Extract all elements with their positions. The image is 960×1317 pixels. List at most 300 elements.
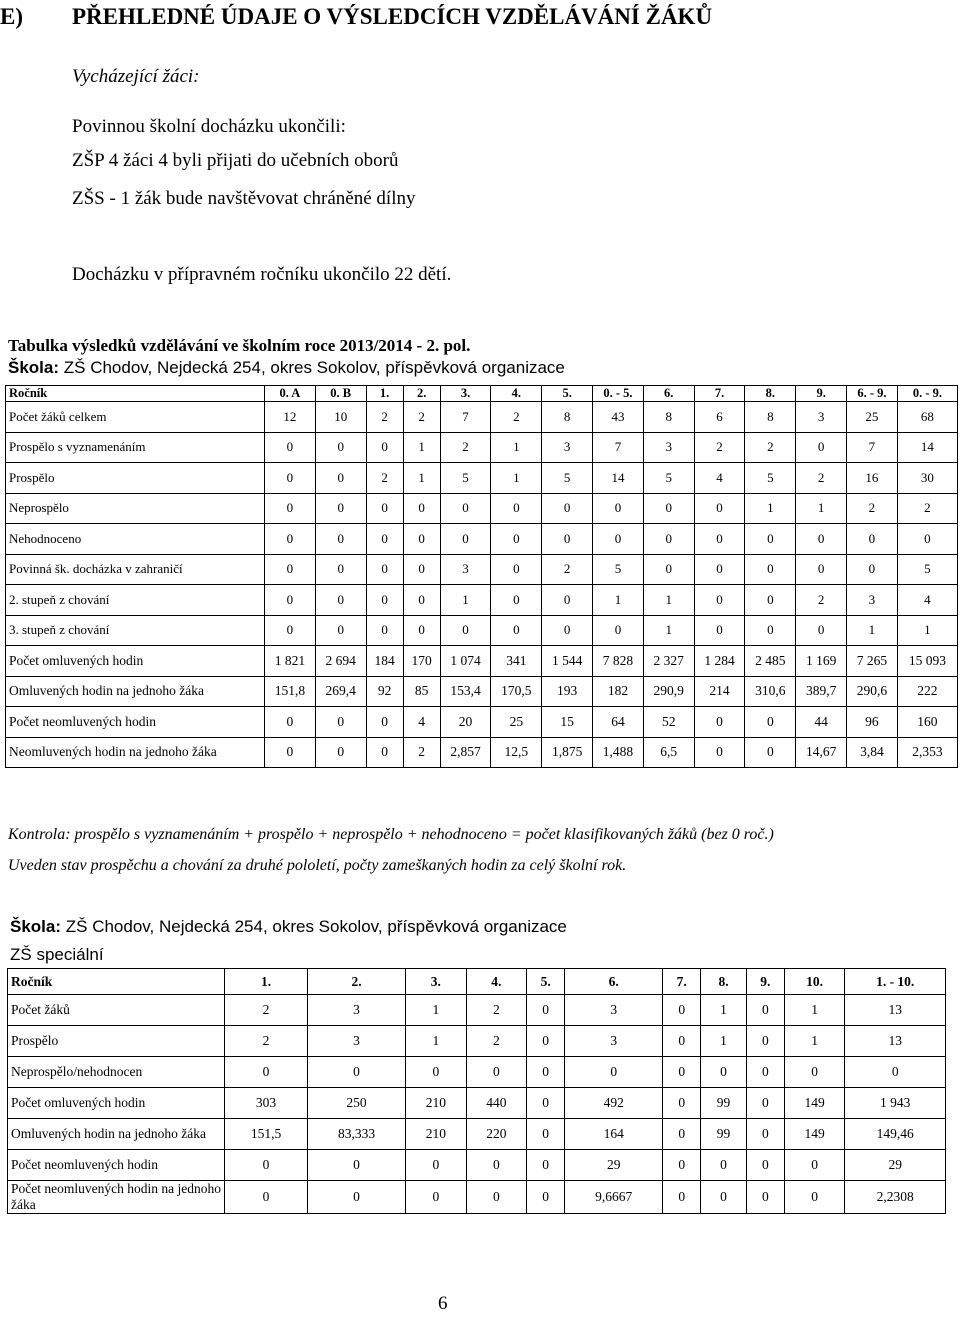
value-cell: 1 xyxy=(745,493,796,524)
value-cell: 0 xyxy=(745,737,796,768)
value-cell: 0 xyxy=(315,554,366,585)
value-cell: 182 xyxy=(593,676,644,707)
value-cell: 0 xyxy=(663,1057,701,1088)
row-label-cell: Počet omluvených hodin xyxy=(6,646,265,677)
intro-line-3: ZŠS - 1 žák bude navštěvovat chráněné dílny xyxy=(72,188,416,209)
value-cell: 3 xyxy=(440,554,491,585)
header-cell: 3. xyxy=(440,386,491,402)
table-row xyxy=(6,615,958,646)
table2-subtitle: ZŠ speciální xyxy=(10,945,104,964)
table-row xyxy=(8,1057,946,1088)
value-cell: 0 xyxy=(746,1026,784,1057)
value-cell: 4 xyxy=(694,463,745,494)
row-label-cell: 3. stupeň z chování xyxy=(6,615,265,646)
header-cell: 0. B xyxy=(315,386,366,402)
value-cell: 99 xyxy=(701,1088,747,1119)
row-label-cell: Neprospělo xyxy=(6,493,265,524)
value-cell: 43 xyxy=(593,402,644,433)
value-cell: 2 xyxy=(466,995,527,1026)
value-cell: 0 xyxy=(663,1119,701,1150)
value-cell: 0 xyxy=(845,1057,946,1088)
value-cell: 1 xyxy=(440,585,491,616)
table2-school-label: Škola: xyxy=(10,917,62,936)
value-cell: 2 327 xyxy=(643,646,694,677)
row-label-cell: Neprospělo/nehodnocen xyxy=(8,1057,225,1088)
table-header-row xyxy=(6,386,958,402)
value-cell: 2 xyxy=(466,1026,527,1057)
table-header-row xyxy=(8,969,946,995)
value-cell: 0 xyxy=(694,615,745,646)
value-cell: 12 xyxy=(265,402,316,433)
value-cell: 0 xyxy=(265,493,316,524)
row-label-cell: Omluvených hodin na jednoho žáka xyxy=(8,1119,225,1150)
value-cell: 0 xyxy=(746,1181,784,1214)
value-cell: 0 xyxy=(225,1057,308,1088)
value-cell: 0 xyxy=(315,524,366,555)
value-cell: 0 xyxy=(745,554,796,585)
header-cell: 7. xyxy=(694,386,745,402)
value-cell: 0 xyxy=(746,1057,784,1088)
table-row xyxy=(6,585,958,616)
value-cell: 0 xyxy=(796,524,847,555)
value-cell: 0 xyxy=(527,995,565,1026)
header-cell: 5. xyxy=(527,969,565,995)
value-cell: 0 xyxy=(796,615,847,646)
table-row xyxy=(8,1026,946,1057)
section-heading xyxy=(0,4,712,30)
value-cell: 0 xyxy=(694,707,745,738)
table-row xyxy=(6,646,958,677)
value-cell: 3 xyxy=(565,995,663,1026)
value-cell: 7 265 xyxy=(847,646,898,677)
value-cell: 14 xyxy=(593,463,644,494)
value-cell: 0 xyxy=(897,524,957,555)
header-cell: 1. xyxy=(225,969,308,995)
value-cell: 2 xyxy=(897,493,957,524)
value-cell: 151,8 xyxy=(265,676,316,707)
value-cell: 2 xyxy=(440,432,491,463)
value-cell: 1 xyxy=(897,615,957,646)
value-cell: 164 xyxy=(565,1119,663,1150)
value-cell: 0 xyxy=(701,1057,747,1088)
value-cell: 1 xyxy=(491,432,542,463)
value-cell: 1 xyxy=(406,995,467,1026)
value-cell: 1 074 xyxy=(440,646,491,677)
value-cell: 0 xyxy=(315,463,366,494)
value-cell: 0 xyxy=(225,1181,308,1214)
value-cell: 0 xyxy=(308,1057,406,1088)
header-cell: 7. xyxy=(663,969,701,995)
table1-school xyxy=(8,358,565,378)
value-cell: 170 xyxy=(403,646,440,677)
value-cell: 0 xyxy=(466,1150,527,1181)
table-row xyxy=(6,737,958,768)
value-cell: 0 xyxy=(542,493,593,524)
value-cell: 0 xyxy=(796,554,847,585)
row-label-cell: Počet omluvených hodin xyxy=(8,1088,225,1119)
value-cell: 0 xyxy=(315,493,366,524)
row-label-cell: 2. stupeň z chování xyxy=(6,585,265,616)
note-period: Uveden stav prospěchu a chování za druhé pololetí, počty zameškaných hodin za celý školní rok. xyxy=(8,857,627,874)
value-cell: 3,84 xyxy=(847,737,898,768)
value-cell: 25 xyxy=(491,707,542,738)
table-row xyxy=(8,995,946,1026)
value-cell: 0 xyxy=(784,1181,845,1214)
value-cell: 0 xyxy=(265,554,316,585)
value-cell: 153,4 xyxy=(440,676,491,707)
value-cell: 0 xyxy=(440,615,491,646)
value-cell: 12,5 xyxy=(491,737,542,768)
value-cell: 0 xyxy=(366,585,403,616)
value-cell: 1 xyxy=(643,585,694,616)
value-cell: 0 xyxy=(265,432,316,463)
value-cell: 0 xyxy=(315,737,366,768)
value-cell: 0 xyxy=(643,554,694,585)
value-cell: 290,6 xyxy=(847,676,898,707)
value-cell: 0 xyxy=(593,524,644,555)
row-label-cell: Počet žáků xyxy=(8,995,225,1026)
value-cell: 0 xyxy=(315,707,366,738)
value-cell: 2 694 xyxy=(315,646,366,677)
value-cell: 2 485 xyxy=(745,646,796,677)
header-cell: 9. xyxy=(746,969,784,995)
value-cell: 15 xyxy=(542,707,593,738)
header-cell: 8. xyxy=(701,969,747,995)
intro-line-1: Povinnou školní docházku ukončili: xyxy=(72,116,346,137)
value-cell: 0 xyxy=(847,524,898,555)
header-cell: 0. - 5. xyxy=(593,386,644,402)
value-cell: 1 xyxy=(701,995,747,1026)
value-cell: 0 xyxy=(440,493,491,524)
value-cell: 1 xyxy=(784,995,845,1026)
value-cell: 290,9 xyxy=(643,676,694,707)
value-cell: 16 xyxy=(847,463,898,494)
value-cell: 3 xyxy=(308,995,406,1026)
row-label-cell: Nehodnoceno xyxy=(6,524,265,555)
value-cell: 6 xyxy=(694,402,745,433)
value-cell: 0 xyxy=(366,524,403,555)
value-cell: 15 093 xyxy=(897,646,957,677)
value-cell: 1,488 xyxy=(593,737,644,768)
header-cell: 0. A xyxy=(265,386,316,402)
value-cell: 2 xyxy=(403,402,440,433)
value-cell: 0 xyxy=(701,1150,747,1181)
value-cell: 0 xyxy=(694,554,745,585)
value-cell: 0 xyxy=(663,995,701,1026)
value-cell: 14,67 xyxy=(796,737,847,768)
row-label-cell: Počet žáků celkem xyxy=(6,402,265,433)
value-cell: 2,2308 xyxy=(845,1181,946,1214)
value-cell: 1 xyxy=(701,1026,747,1057)
value-cell: 0 xyxy=(527,1181,565,1214)
value-cell: 222 xyxy=(897,676,957,707)
value-cell: 0 xyxy=(694,493,745,524)
value-cell: 1 544 xyxy=(542,646,593,677)
value-cell: 0 xyxy=(491,585,542,616)
value-cell: 10 xyxy=(315,402,366,433)
value-cell: 0 xyxy=(527,1088,565,1119)
value-cell: 1 xyxy=(796,493,847,524)
value-cell: 1 943 xyxy=(845,1088,946,1119)
value-cell: 303 xyxy=(225,1088,308,1119)
table-row xyxy=(8,1181,946,1214)
table-row xyxy=(6,676,958,707)
value-cell: 2 xyxy=(366,402,403,433)
value-cell: 0 xyxy=(746,995,784,1026)
header-cell: 2. xyxy=(403,386,440,402)
value-cell: 2 xyxy=(366,463,403,494)
value-cell: 0 xyxy=(745,585,796,616)
value-cell: 184 xyxy=(366,646,403,677)
value-cell: 0 xyxy=(593,493,644,524)
value-cell: 0 xyxy=(694,524,745,555)
value-cell: 5 xyxy=(897,554,957,585)
value-cell: 2,857 xyxy=(440,737,491,768)
special-school-table xyxy=(7,968,946,1214)
value-cell: 68 xyxy=(897,402,957,433)
value-cell: 0 xyxy=(466,1057,527,1088)
value-cell: 0 xyxy=(745,524,796,555)
table-row xyxy=(8,1150,946,1181)
header-cell: 8. xyxy=(745,386,796,402)
value-cell: 0 xyxy=(796,432,847,463)
value-cell: 0 xyxy=(491,524,542,555)
value-cell: 160 xyxy=(897,707,957,738)
value-cell: 250 xyxy=(308,1088,406,1119)
value-cell: 193 xyxy=(542,676,593,707)
table-row xyxy=(8,1119,946,1150)
value-cell: 3 xyxy=(796,402,847,433)
value-cell: 1 xyxy=(784,1026,845,1057)
header-cell: 9. xyxy=(796,386,847,402)
value-cell: 0 xyxy=(265,585,316,616)
value-cell: 30 xyxy=(897,463,957,494)
row-label-cell: Počet neomluvených hodin xyxy=(8,1150,225,1181)
value-cell: 0 xyxy=(225,1150,308,1181)
value-cell: 0 xyxy=(745,707,796,738)
value-cell: 1 xyxy=(847,615,898,646)
value-cell: 2 xyxy=(225,995,308,1026)
value-cell: 0 xyxy=(694,737,745,768)
value-cell: 4 xyxy=(403,707,440,738)
table1-school-label: Škola: xyxy=(8,358,60,377)
value-cell: 440 xyxy=(466,1088,527,1119)
value-cell: 2 xyxy=(225,1026,308,1057)
value-cell: 3 xyxy=(565,1026,663,1057)
value-cell: 7 828 xyxy=(593,646,644,677)
value-cell: 0 xyxy=(315,585,366,616)
table-row xyxy=(6,707,958,738)
value-cell: 7 xyxy=(847,432,898,463)
table-row xyxy=(6,524,958,555)
value-cell: 210 xyxy=(406,1088,467,1119)
value-cell: 310,6 xyxy=(745,676,796,707)
value-cell: 5 xyxy=(643,463,694,494)
table2-school xyxy=(10,917,567,937)
table2-school-name: ZŠ Chodov, Nejdecká 254, okres Sokolov, příspěvková organizace xyxy=(61,917,567,936)
value-cell: 29 xyxy=(565,1150,663,1181)
value-cell: 14 xyxy=(897,432,957,463)
value-cell: 0 xyxy=(308,1181,406,1214)
header-cell-label: Ročník xyxy=(8,969,225,995)
value-cell: 0 xyxy=(265,737,316,768)
value-cell: 3 xyxy=(542,432,593,463)
value-cell: 0 xyxy=(265,615,316,646)
value-cell: 64 xyxy=(593,707,644,738)
value-cell: 0 xyxy=(403,615,440,646)
value-cell: 2 xyxy=(847,493,898,524)
value-cell: 99 xyxy=(701,1119,747,1150)
section-label: E) xyxy=(0,4,23,29)
page-number: 6 xyxy=(438,1293,448,1314)
value-cell: 2 xyxy=(694,432,745,463)
value-cell: 0 xyxy=(663,1150,701,1181)
header-cell: 1. xyxy=(366,386,403,402)
value-cell: 13 xyxy=(845,1026,946,1057)
value-cell: 214 xyxy=(694,676,745,707)
value-cell: 20 xyxy=(440,707,491,738)
value-cell: 389,7 xyxy=(796,676,847,707)
value-cell: 52 xyxy=(643,707,694,738)
value-cell: 5 xyxy=(593,554,644,585)
value-cell: 29 xyxy=(845,1150,946,1181)
value-cell: 149 xyxy=(784,1088,845,1119)
value-cell: 0 xyxy=(491,554,542,585)
value-cell: 85 xyxy=(403,676,440,707)
value-cell: 0 xyxy=(366,615,403,646)
table-row xyxy=(6,463,958,494)
value-cell: 0 xyxy=(308,1150,406,1181)
value-cell: 1 xyxy=(403,463,440,494)
value-cell: 269,4 xyxy=(315,676,366,707)
intro-line-2: ZŠP 4 žáci 4 byli přijati do učebních oborů xyxy=(72,150,399,171)
header-cell: 4. xyxy=(491,386,542,402)
value-cell: 0 xyxy=(366,737,403,768)
value-cell: 170,5 xyxy=(491,676,542,707)
value-cell: 0 xyxy=(746,1119,784,1150)
value-cell: 92 xyxy=(366,676,403,707)
value-cell: 0 xyxy=(406,1181,467,1214)
table-row xyxy=(6,493,958,524)
value-cell: 25 xyxy=(847,402,898,433)
value-cell: 0 xyxy=(527,1119,565,1150)
value-cell: 0 xyxy=(745,615,796,646)
header-cell: 0. - 9. xyxy=(897,386,957,402)
value-cell: 0 xyxy=(701,1181,747,1214)
section-title: PŘEHLEDNÉ ÚDAJE O VÝSLEDCÍCH VZDĚLÁVÁNÍ ŽÁKŮ xyxy=(72,4,713,29)
value-cell: 5 xyxy=(542,463,593,494)
value-cell: 1 821 xyxy=(265,646,316,677)
value-cell: 5 xyxy=(440,463,491,494)
value-cell: 5 xyxy=(745,463,796,494)
value-cell: 0 xyxy=(542,524,593,555)
value-cell: 9,6667 xyxy=(565,1181,663,1214)
value-cell: 2 xyxy=(491,402,542,433)
value-cell: 1 xyxy=(491,463,542,494)
value-cell: 0 xyxy=(784,1057,845,1088)
header-cell: 2. xyxy=(308,969,406,995)
value-cell: 3 xyxy=(847,585,898,616)
value-cell: 83,333 xyxy=(308,1119,406,1150)
value-cell: 0 xyxy=(440,524,491,555)
value-cell: 1,875 xyxy=(542,737,593,768)
value-cell: 44 xyxy=(796,707,847,738)
value-cell: 8 xyxy=(542,402,593,433)
value-cell: 0 xyxy=(527,1026,565,1057)
table-row xyxy=(6,554,958,585)
value-cell: 0 xyxy=(491,615,542,646)
graduates-subtitle: Vycházející žáci: xyxy=(72,66,200,87)
value-cell: 0 xyxy=(491,493,542,524)
row-label-cell: Počet neomluvených hodin na jednoho žáka xyxy=(8,1181,225,1214)
value-cell: 0 xyxy=(265,524,316,555)
value-cell: 0 xyxy=(746,1150,784,1181)
value-cell: 0 xyxy=(265,463,316,494)
value-cell: 2 xyxy=(745,432,796,463)
value-cell: 0 xyxy=(527,1057,565,1088)
header-cell: 10. xyxy=(784,969,845,995)
value-cell: 149 xyxy=(784,1119,845,1150)
header-cell: 3. xyxy=(406,969,467,995)
row-label-cell: Prospělo s vyznamenáním xyxy=(6,432,265,463)
header-cell: 1. - 10. xyxy=(845,969,946,995)
value-cell: 4 xyxy=(897,585,957,616)
row-label-cell: Povinná šk. docházka v zahraničí xyxy=(6,554,265,585)
value-cell: 0 xyxy=(315,432,366,463)
table1-title: Tabulka výsledků vzdělávání ve školním roce 2013/2014 - 2. pol. xyxy=(8,336,471,355)
value-cell: 0 xyxy=(466,1181,527,1214)
results-table xyxy=(5,385,958,768)
value-cell: 0 xyxy=(366,707,403,738)
value-cell: 1 xyxy=(643,615,694,646)
value-cell: 492 xyxy=(565,1088,663,1119)
value-cell: 8 xyxy=(745,402,796,433)
value-cell: 3 xyxy=(643,432,694,463)
header-cell: 6. - 9. xyxy=(847,386,898,402)
value-cell: 0 xyxy=(366,493,403,524)
value-cell: 0 xyxy=(406,1057,467,1088)
value-cell: 0 xyxy=(663,1026,701,1057)
table-row xyxy=(6,432,958,463)
value-cell: 7 xyxy=(593,432,644,463)
value-cell: 149,46 xyxy=(845,1119,946,1150)
value-cell: 1 xyxy=(406,1026,467,1057)
value-cell: 2 xyxy=(403,737,440,768)
value-cell: 0 xyxy=(694,585,745,616)
value-cell: 1 284 xyxy=(694,646,745,677)
value-cell: 7 xyxy=(440,402,491,433)
value-cell: 0 xyxy=(643,493,694,524)
value-cell: 0 xyxy=(403,585,440,616)
value-cell: 0 xyxy=(746,1088,784,1119)
value-cell: 6,5 xyxy=(643,737,694,768)
header-cell: 5. xyxy=(542,386,593,402)
value-cell: 2,353 xyxy=(897,737,957,768)
table-row xyxy=(8,1088,946,1119)
value-cell: 0 xyxy=(593,615,644,646)
value-cell: 341 xyxy=(491,646,542,677)
value-cell: 0 xyxy=(784,1150,845,1181)
value-cell: 1 xyxy=(403,432,440,463)
value-cell: 13 xyxy=(845,995,946,1026)
value-cell: 0 xyxy=(542,615,593,646)
row-label-cell: Neomluvených hodin na jednoho žáka xyxy=(6,737,265,768)
row-label-cell: Prospělo xyxy=(8,1026,225,1057)
value-cell: 96 xyxy=(847,707,898,738)
value-cell: 1 169 xyxy=(796,646,847,677)
value-cell: 0 xyxy=(265,707,316,738)
value-cell: 0 xyxy=(663,1088,701,1119)
